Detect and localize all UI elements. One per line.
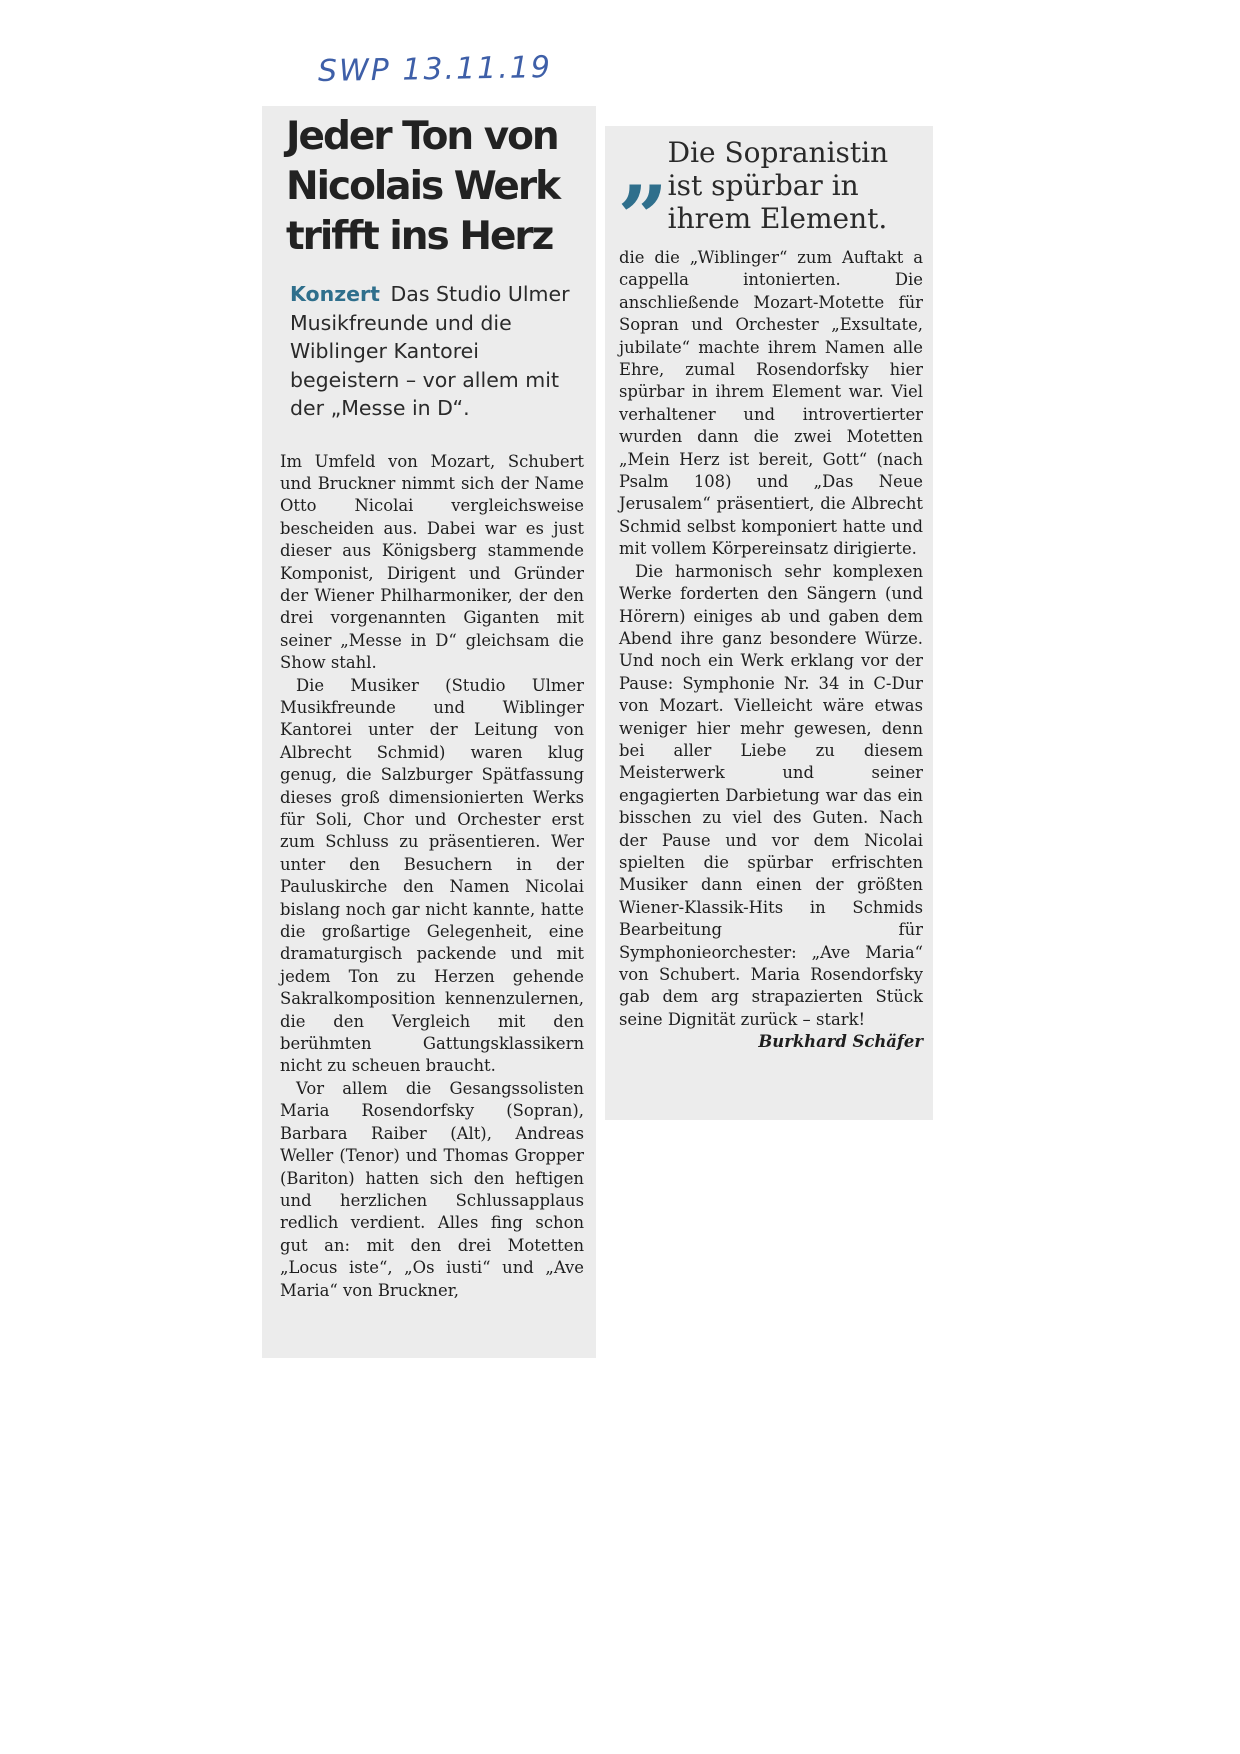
right-paragraph-1: die die „Wiblinger“ zum Auftakt a cappella intonierten. Die anschließende Mozart-Motette für Sopran und Orchester „Exsultate, jubilate“ machte ihrem Namen alle Ehre, zumal Rosendorfsky hier spürbar in ihrem Element war. Viel verhaltener und introvertierter wurden dann die zwei Motetten „Mein Herz ist bereit, Gott“ (nach Psalm 108) und „Das Neue Jerusalem“ präsentiert, die Albrecht Schmid selbst komponiert hatte und mit vollem Körpereinsatz dirigierte. (619, 248, 923, 559)
left-paragraph-2: Die Musiker (Studio Ulmer Musikfreunde und Wiblinger Kantorei unter der Leitung von Albrecht Schmid) waren klug genug, die Salzburger Spätfassung dieses groß dimensionierten Werks für Soli, Chor und Orchester erst zum Schluss zu präsentieren. Wer unter den Besuchern in der Pauluskirche den Namen Nicolai bislang noch gar nicht kannte, hatte die großartige Gelegenheit, eine dramaturgisch packende und mit jedem Ton zu Herzen gehende Sakralkomposition kennenzulernen, die den Vergleich mit den berühmten Gattungsklassikern nicht zu scheuen braucht. (280, 675, 584, 1076)
handwritten-date-note: SWP 13.11.19 (317, 49, 553, 90)
right-column-body (619, 247, 923, 1054)
pull-quote (619, 115, 923, 235)
pull-quote-text: Die Sopranistin ist spürbar in ihrem Element. (667, 136, 889, 235)
article-clipping-right-column (605, 115, 933, 1120)
teaser-text: Das Studio Ulmer Musikfreunde und die Wiblinger Kantorei begeistern – vor allem mit der „Messe in D“. (290, 282, 570, 420)
article-kicker: Konzert (290, 282, 380, 306)
article-headline: Jeder Ton von Nicolais Werk trifft ins Herz (286, 114, 560, 259)
left-column-body (280, 451, 584, 1302)
author-signature: Burkhard Schäfer (758, 1032, 923, 1052)
left-paragraph-3: Vor allem die Gesangssolisten Maria Rosendorfsky (Sopran), Barbara Raiber (Alt), Andreas Weller (Tenor) und Thomas Gropper (Bariton) hatten sich den heftigen und herzlichen Schlussapplaus redlich verdient. Alles fing schon gut an: mit den drei Motetten „Locus iste“, „Os iusti“ und „Ave Maria“ von Bruckner, (280, 1078, 584, 1300)
right-paragraph-2 (619, 561, 923, 1054)
article-teaser (290, 280, 584, 423)
article-clipping-left-column (262, 106, 596, 1358)
quote-mark-icon: „ (619, 115, 662, 219)
right-paragraph-2-text: Die harmonisch sehr komplexen Werke forderten den Sängern (und Hörern) einiges ab und gaben dem Abend ihre ganz besondere Würze. Und noch ein Werk erklang vor der Pause: Symphonie Nr. 34 in C-Dur von Mozart. Vielleicht wäre etwas weniger hier mehr gewesen, denn bei aller Liebe zu diesem Meisterwerk und seiner engagierten Darbietung war das ein bisschen zu viel des Guten. Nach der Pause und vor dem Nicolai spielten die spürbar erfrischten Musiker dann einen der größten Wiener-Klassik-Hits in Schmids Bearbeitung für Symphonieorchester: „Ave Maria“ von Schubert. Maria Rosendorfsky gab dem arg strapazierten Stück seine Dignität zurück – stark! (619, 561, 923, 1029)
left-paragraph-1: Im Umfeld von Mozart, Schubert und Bruckner nimmt sich der Name Otto Nicolai vergleichsweise bescheiden aus. Dabei war es just dieser aus Königsberg stammende Komponist, Dirigent und Gründer der Wiener Philharmoniker, der den drei vorgenannten Giganten mit seiner „Messe in D“ gleichsam die Show stahl. (280, 451, 584, 673)
